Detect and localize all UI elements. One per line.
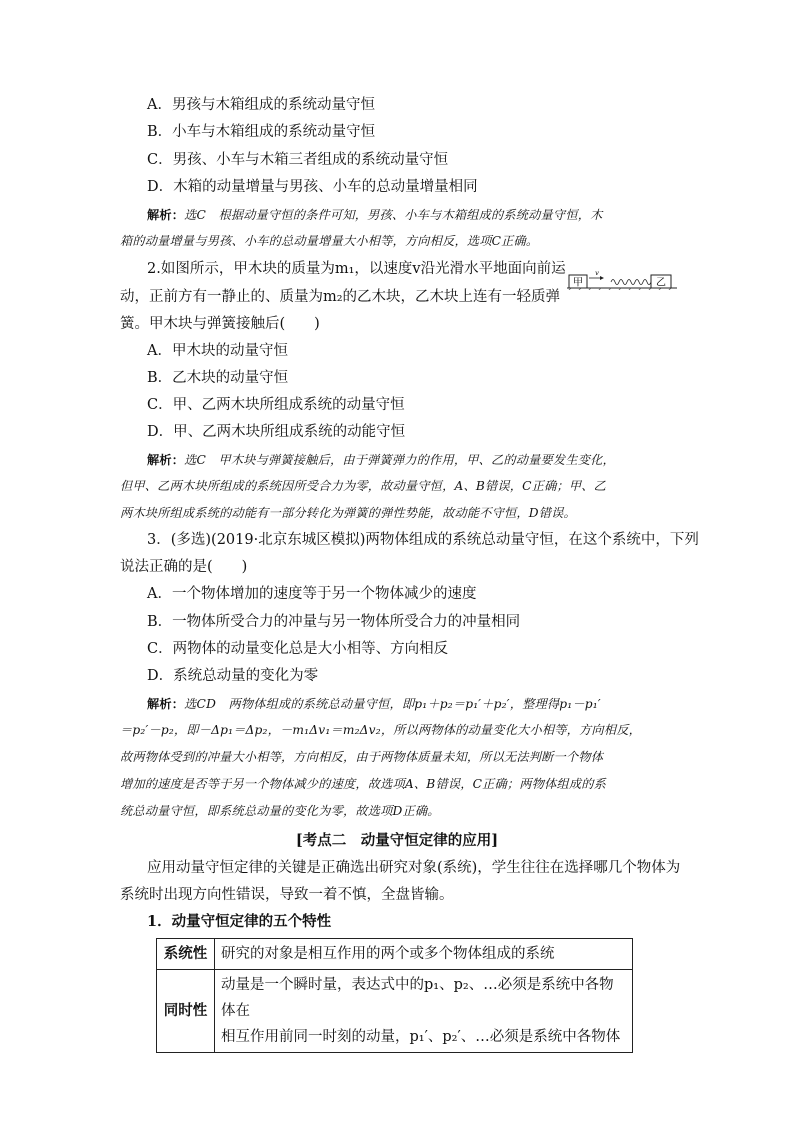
analysis-text: 选CD 两物体组成的系统总动量守恒，即p₁＋p₂＝p₁′＋p₂′，整理得p₁－p₁′ xyxy=(184,697,601,711)
q3-analysis-line-2: ＝p₂′－p₂，即－Δp₁＝Δp₂，－m₁Δv₁＝m₂Δv₂，所以两物体的动量变化大小相等，方向相反， xyxy=(120,723,641,737)
section-subheading: 1．动量守恒定律的五个特性 xyxy=(147,913,332,930)
table-value xyxy=(215,970,633,1053)
table-row xyxy=(157,939,633,970)
q2-option-d: D．甲、乙两木块所组成系统的动能守恒 xyxy=(147,424,406,440)
q2-option-a: A．甲木块的动量守恒 xyxy=(147,343,288,359)
q3-option-b: B．一物体所受合力的冲量与另一物体所受合力的冲量相同 xyxy=(147,614,521,630)
q1-option-b: B．小车与木箱组成的系统动量守恒 xyxy=(147,124,376,140)
q2-analysis-line-3: 两木块所组成系统的动能有一部分转化为弹簧的弹性势能，故动能不守恒，D错误。 xyxy=(120,506,576,520)
analysis-label: 解析： xyxy=(147,697,185,711)
q3-analysis-line-1 xyxy=(147,694,601,714)
q3-stem-line-2: 说法正确的是( ) xyxy=(120,559,248,575)
table-key: 同时性 xyxy=(157,970,215,1053)
q1-analysis-line-2: 箱的动量增量与男孩、小车的总动量增量大小相等，方向相反，选项C正确。 xyxy=(120,234,539,248)
section-title: [考点二 动量守恒定律的应用] xyxy=(295,832,499,849)
table-value: 研究的对象是相互作用的两个或多个物体组成的系统 xyxy=(215,939,633,970)
q2-stem-line-3: 簧。甲木块与弹簧接触后( ) xyxy=(120,316,320,332)
q2-stem-line-2: 动，正前方有一静止的、质量为m₂的乙木块，乙木块上连有一轻质弹 xyxy=(120,289,561,305)
table-value-line: 相互作用前同一时刻的动量，p₁′、p₂′、…必须是系统中各物体 xyxy=(221,1029,621,1045)
q1-option-a: A．男孩与木箱组成的系统动量守恒 xyxy=(147,97,375,113)
spring xyxy=(611,280,651,285)
analysis-label: 解析： xyxy=(147,208,185,222)
q1-option-d: D．木箱的动量增量与男孩、小车的总动量增量相同 xyxy=(147,179,478,195)
analysis-label: 解析： xyxy=(147,453,185,467)
q1-analysis-line-1 xyxy=(147,205,602,225)
q3-analysis-line-3: 故两物体受到的冲量大小相等，方向相反，由于两物体质量未知，所以无法判断一个物体 xyxy=(120,750,604,764)
block-yi-label: 乙 xyxy=(656,277,666,289)
q2-analysis-line-2: 但甲、乙两木块所组成的系统因所受合力为零，故动量守恒，A、B错误，C正确；甲、乙 xyxy=(120,479,607,493)
table-key: 系统性 xyxy=(157,939,215,970)
q2-analysis-line-1 xyxy=(147,450,615,470)
q3-option-d: D．系统总动量的变化为零 xyxy=(147,668,319,684)
block-jia-label: 甲 xyxy=(573,277,583,289)
table-value-line: 动量是一个瞬时量，表达式中的p₁、p₂、…必须是系统中各物体在 xyxy=(221,977,614,1019)
section-intro-line-1: 应用动量守恒定律的关键是正确选出研究对象(系统)，学生往往在选择哪几个物体为 xyxy=(147,860,681,876)
q3-analysis-line-5: 统总动量守恒，即系统总动量的变化为零，故选项D正确。 xyxy=(120,804,440,818)
analysis-text: 选C 甲木块与弹簧接触后，由于弹簧弹力的作用，甲、乙的动量要发生变化， xyxy=(184,453,615,467)
q3-analysis-line-4: 增加的速度是否等于另一个物体减少的速度，故选项A、B错误，C正确；两物体组成的系 xyxy=(120,777,607,791)
q3-stem-line-1: 3．(多选)(2019·北京东城区模拟)两物体组成的系统总动量守恒，在这个系统中，下列 xyxy=(147,532,699,548)
analysis-text: 选C 根据动量守恒的条件可知，男孩、小车与木箱组成的系统动量守恒，木 xyxy=(184,208,603,222)
q3-option-c: C．两物体的动量变化总是大小相等、方向相反 xyxy=(147,641,449,657)
q1-option-c: C．男孩、小车与木箱三者组成的系统动量守恒 xyxy=(147,152,449,168)
table-row xyxy=(157,970,633,1053)
q2-stem-line-1: 2.如图所示，甲木块的质量为m₁，以速度v沿光滑水平地面向前运 xyxy=(147,261,566,277)
q2-option-c: C．甲、乙两木块所组成系统的动量守恒 xyxy=(147,397,405,413)
section-intro-line-2: 系统时出现方向性错误，导致一着不慎，全盘皆输。 xyxy=(120,887,454,903)
properties-table xyxy=(156,938,633,1053)
q2-option-b: B．乙木块的动量守恒 xyxy=(147,370,289,386)
velocity-label: v xyxy=(595,269,599,277)
q3-option-a: A．一个物体增加的速度等于另一个物体减少的速度 xyxy=(147,586,477,602)
block-spring-figure xyxy=(567,268,677,290)
